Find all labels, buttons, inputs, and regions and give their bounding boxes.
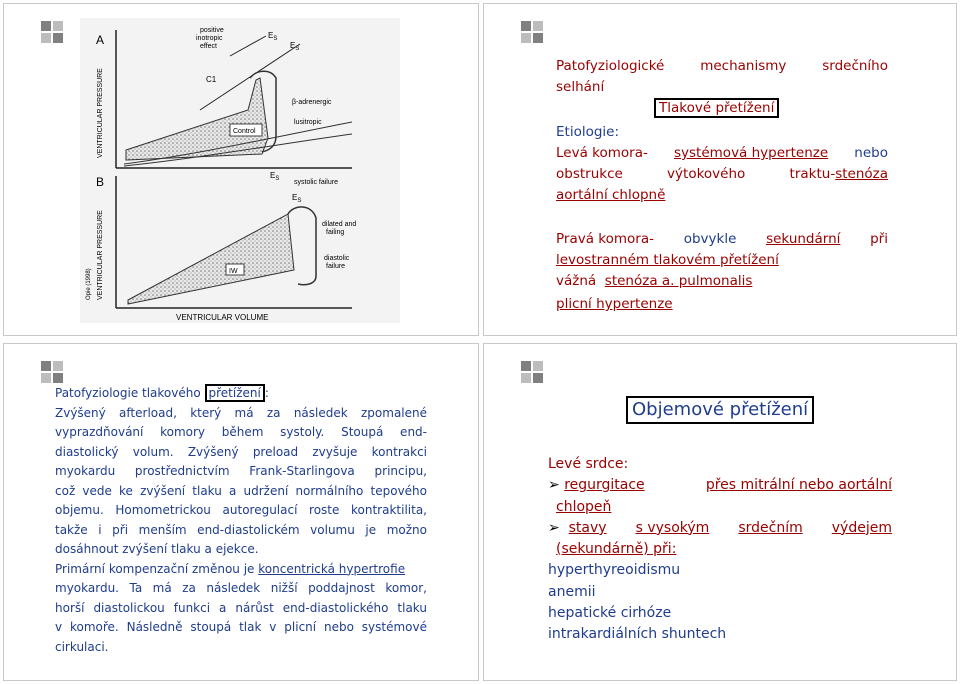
beta-adrenergic-label: β-adrenergic <box>292 99 332 106</box>
bullet-stavy: ➢ stavy s vysokým srdečním výdejem <box>548 519 892 536</box>
iw-label: IW <box>229 268 238 275</box>
slide2-heading-line1: Patofyziologické mechanismy srdečního <box>556 58 888 74</box>
cause-item: intrakardiálních shuntech <box>548 626 727 643</box>
y-axis-label-top: VENTRICULAR PRESSURE <box>97 68 104 158</box>
lusitropic-label: lusitropic <box>294 119 322 126</box>
para-line: což vede ke zvýšení tlaku a udržení normálního tepového <box>55 483 427 498</box>
volume-overload-list: Levé srdce: ➢ regurgitace přes mitrální nebo aortální chlopeň ➢ stavy s vysokým srdečním výdejem (sekundárně) při: hyperthyreoidismu anemii hepatické cirhóze intrakardiálních shuntech <box>548 454 892 646</box>
pressure-volume-figure <box>80 18 400 323</box>
pathophysiology-text <box>55 384 427 657</box>
cause-item: hepatické cirhóze <box>548 605 672 622</box>
cause-item: anemii <box>548 583 596 600</box>
source-label: Opie (1998) <box>86 268 92 300</box>
plicni-hypertenze-line: plicní hypertenze <box>556 296 673 312</box>
systolic-failure-label: systolic failure <box>294 179 338 186</box>
para-line: takže i při menším end-diastolickém volumu je možno <box>55 522 427 537</box>
slide-decoration <box>41 361 71 383</box>
prava-komora-line: Pravá komora- obvykle sekundární při <box>556 231 888 247</box>
es2-label: $E_S$ <box>290 41 300 52</box>
positive-inotropic-label: positive inotropic effect <box>196 27 224 50</box>
leva-komora-line: Levá komora- systémová hypertenze nebo <box>556 145 888 161</box>
diastolic-failure-label: diastolic failure <box>324 255 350 270</box>
para-line: vyprazdňování komory během systoly. Stoupá end- <box>55 425 427 439</box>
aortalni-chlopne-line: aortální chlopně <box>556 187 666 203</box>
slide2-heading-line2: selhání <box>556 79 605 95</box>
para-line: objemu. Homometrickou autoregulací roste kontraktilita, <box>55 503 427 517</box>
panel-b-label: B <box>96 175 105 189</box>
slide-pressure-overload-etiology <box>483 3 957 336</box>
primary-compensation-line: Primární kompenzační změnou je koncentrická hypertrofie <box>55 561 406 576</box>
arrow-bullet-icon: ➢ <box>548 477 560 494</box>
pathophysiology-heading: Patofyziologie tlakového přetížení : <box>55 386 269 400</box>
para-line: v komoře. Následně stoupá tlak v plicní nebo systémové <box>55 620 427 634</box>
para-line: cirkulaci. <box>55 639 109 654</box>
es1-label: $E_S$ <box>268 31 278 42</box>
slide-pathophysiology <box>3 343 479 681</box>
para-line: dosáhnout zvýšení tlaku a ejekce. <box>55 542 259 556</box>
volume-overload-title: Objemové přetížení <box>626 396 814 424</box>
svg-text:ES: $E_S$ <box>270 171 280 182</box>
cause-item: hyperthyreoidismu <box>548 562 681 579</box>
obstrukce-line: obstrukce výtokového traktu-stenóza <box>556 166 888 182</box>
arrow-bullet-icon: ➢ <box>548 519 560 536</box>
slide-decoration <box>521 21 551 43</box>
vazna-stenoza-line: vážná stenóza a. pulmonalis <box>556 273 753 289</box>
panel-a-label: A <box>96 33 105 47</box>
slide-volume-overload <box>483 343 957 681</box>
bullet-regurgitace: ➢ regurgitace přes mitrální nebo aortální <box>548 477 892 494</box>
tlakove-pretizeni-badge: Tlakové přetížení <box>654 98 779 119</box>
para-line: myokardu. Ta má za následek nižší poddajnost komor, <box>55 581 427 595</box>
slide-decoration <box>521 361 551 383</box>
dilated-label: dilated and failing <box>322 221 357 236</box>
para-line: diastolický volum. Zvýšený preload zvyšuje kontrakci <box>55 444 427 459</box>
leve-srdce-label: Levé srdce: <box>548 456 629 472</box>
para-line: myokardu prostřednictvím Frank-Starlingova principu, <box>55 464 427 478</box>
c1-label: C1 <box>206 75 217 84</box>
para-line: Zvýšený afterload, který má za následek zpomalené <box>55 405 427 420</box>
svg-text:ES: $E_S$ <box>292 193 302 204</box>
etiologie-label: Etiologie: <box>556 124 620 140</box>
para-line: horší diastolickou funkci a nárůst end-diastolického tlaku <box>55 600 427 615</box>
slide-decoration <box>41 21 71 43</box>
y-axis-label-bottom: VENTRICULAR PRESSURE <box>97 210 104 300</box>
slide-pressure-volume-figure <box>3 3 479 336</box>
control-label: Control <box>233 128 256 135</box>
levostrannem-line: levostranném tlakovém přetížení <box>556 252 779 268</box>
x-axis-label: VENTRICULAR VOLUME <box>176 313 269 322</box>
